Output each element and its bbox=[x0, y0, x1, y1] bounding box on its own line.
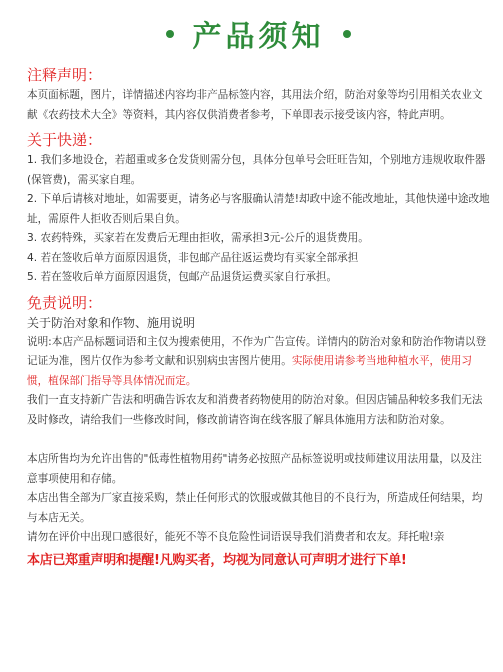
disclaimer-para-5: 请勿在评价中出现口感很好，能死不等不良危险性词语误导我们消费者和农友。拜托啦!亲 bbox=[27, 531, 445, 543]
delivery-item-3: 3. 农药特殊，买家若在发费后无理由拒收，需承担3元-公斤的退货费用。 bbox=[27, 232, 369, 244]
disclaimer-subheading: 关于防治对象和作物、施用说明 bbox=[27, 315, 196, 330]
disclaimer-para-1 bbox=[27, 333, 490, 392]
disclaimer-para-3: 本店所售均为允许出售的"低毒性植物用药"请务必按照产品标签说明或技师建议用法用量，以及注意事项使用和存储。 bbox=[27, 453, 482, 485]
notice-heading: 注释声明： bbox=[27, 66, 103, 84]
final-statement: 本店已郑重声明和提醒!凡购买者，均视为同意认可声明才进行下单! bbox=[27, 552, 407, 568]
disclaimer-heading: 免责说明： bbox=[27, 293, 103, 312]
disclaimer-para-1-warning: 实际使用请参考当地种植水平，使用习惯，植保部门指导等具体情况而定。 bbox=[27, 355, 472, 387]
section-spacer bbox=[27, 430, 490, 450]
disclaimer-para-2: 我们一直支持新广告法和明确告诉农友和消费者药物使用的防治对象。但因店铺品种较多我们无法及时修改，请给我们一些修改时间，修改前请咨询在线客服了解具体施用方法和防治对象。 bbox=[27, 394, 483, 426]
delivery-item-2: 2. 下单后请核对地址，如需要更，请务必与客服确认清楚!却政中途不能改地址，其他快递中途改地址，需原件人拒收否则后果自负。 bbox=[27, 193, 490, 225]
delivery-item-1: 1. 我们多地设仓，若超重或多仓发货则需分包，具体分包单号会旺旺告知，个别地方违规收取件器(保管费)，需买家自理。 bbox=[27, 154, 486, 186]
disclaimer-para-4: 本店出售全部为厂家直接采购，禁止任何形式的饮服或做其他目的不良行为，所造成任何结果，均与本店无关。 bbox=[27, 492, 483, 524]
left-dot-icon bbox=[166, 30, 174, 38]
page-header bbox=[27, 8, 490, 60]
page-title: 产品须知 bbox=[192, 18, 325, 53]
right-dot-icon bbox=[343, 30, 351, 38]
delivery-item-4: 4. 若在签收后单方面原因退货，非包邮产品往返运费均有买家全部承担 bbox=[27, 251, 359, 264]
disclaimer-para-1-main: 说明:本店产品标题词语和主仅为搜索使用，不作为广告宣传。详情内的防治对象和防治作物请以登记证为准，图片仅作为参考文献和识别病虫害图片使用。 bbox=[27, 335, 487, 367]
notice-text: 本页面标题，图片，详情描述内容均非产品标签内容，其用法介绍，防治对象等均引用相关农业文献《农药技术大全》等资料，其内容仅供消费者参考，下单即表示接受该内容，特此声明。 bbox=[27, 89, 483, 121]
delivery-item-5: 5. 若在签收后单方面原因退货，包邮产品退货运费买家自行承担。 bbox=[27, 271, 338, 283]
delivery-heading: 关于快递： bbox=[27, 131, 103, 149]
